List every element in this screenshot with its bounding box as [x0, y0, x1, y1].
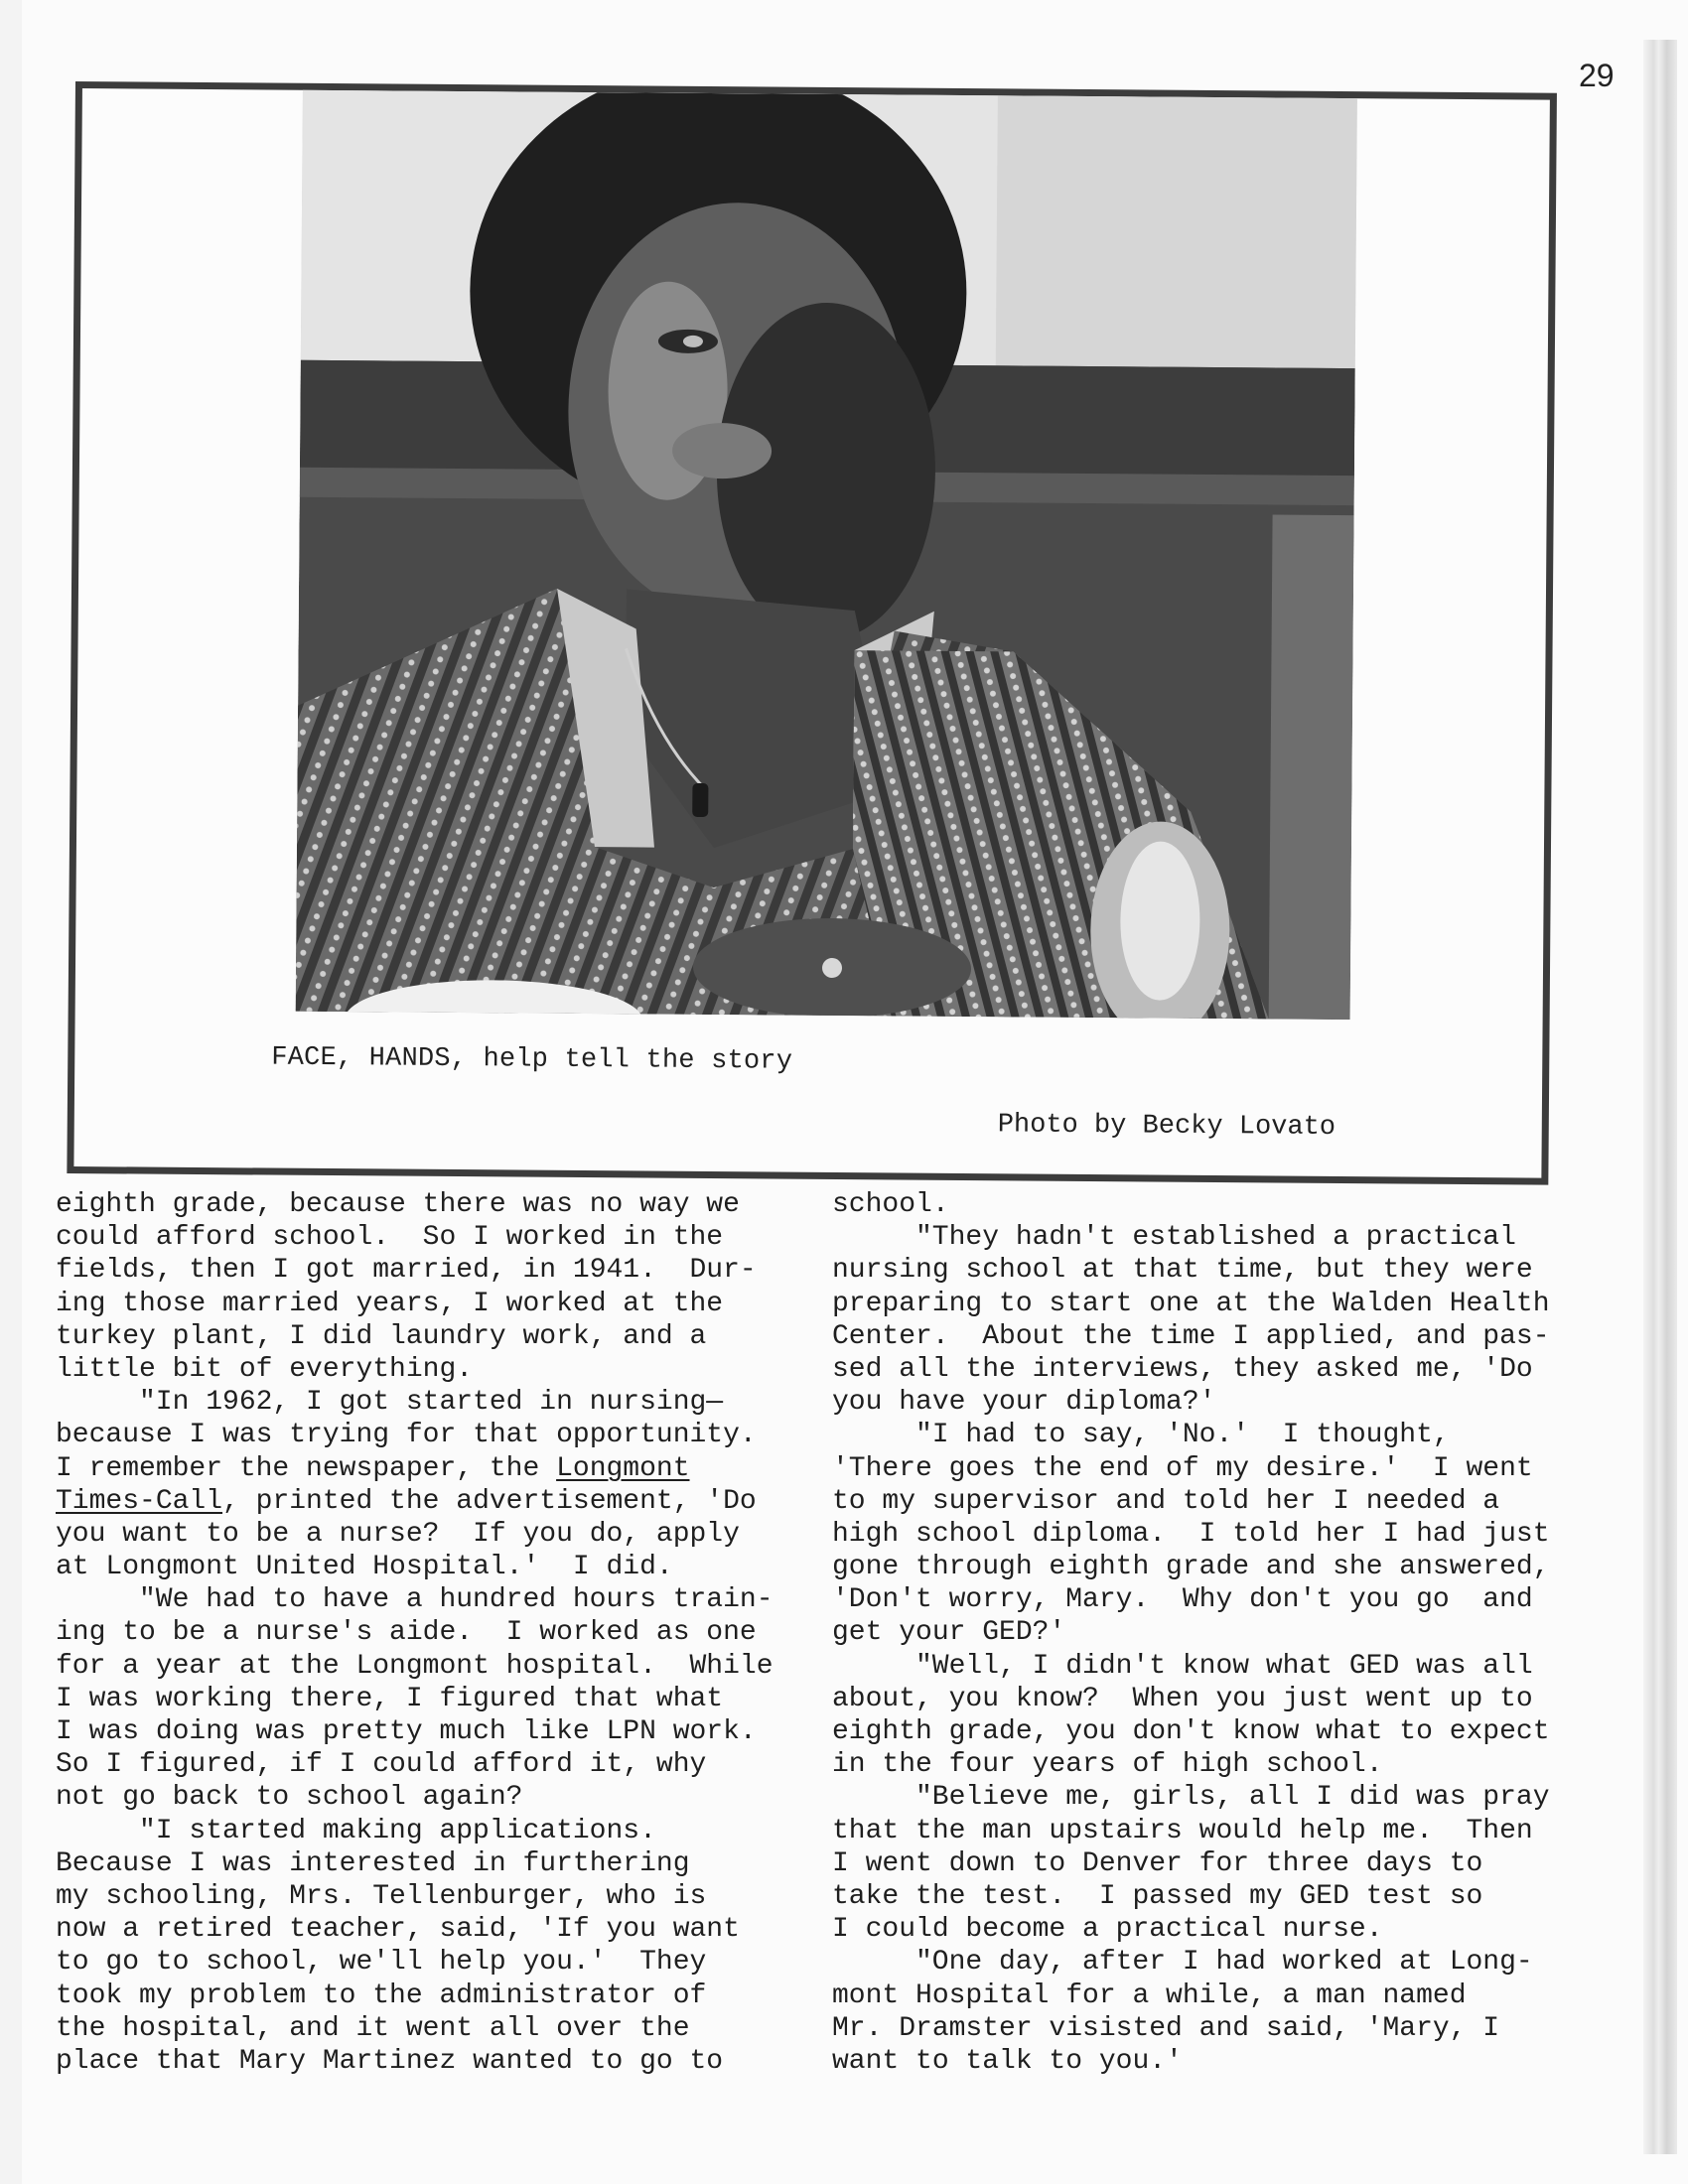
text-line: want to talk to you.': [832, 2045, 1183, 2077]
text-line: Center. About the time I applied, and pas-: [832, 1320, 1550, 1352]
text-line: ing those married years, I worked at the: [56, 1288, 724, 1319]
text-line: for a year at the Longmont hospital. While: [56, 1650, 774, 1682]
text-line: ing to be a nurse's aide. I worked as one: [56, 1617, 757, 1649]
text-line: in the four years of high school.: [832, 1749, 1383, 1781]
text-line: little bit of everything.: [56, 1353, 474, 1385]
article-column-left: [56, 1188, 790, 2078]
text-line: eighth grade, because there was no way we: [56, 1189, 740, 1220]
text-line: 'Don't worry, Mary. Why don't you go and: [832, 1584, 1533, 1616]
newspaper-name-underlined: Longmont: [556, 1452, 690, 1484]
text-line: [56, 1485, 790, 1518]
text-line: gone through eighth grade and she answered,: [832, 1552, 1550, 1583]
portrait-photo-illustration: [296, 90, 1357, 1020]
text-line: nursing school at that time, but they were: [832, 1255, 1533, 1287]
text-line: could afford school. So I worked in the: [56, 1222, 724, 1254]
text-line: sed all the interviews, they asked me, 'Do: [832, 1353, 1533, 1385]
text-line: high school diploma. I told her I had just: [832, 1518, 1550, 1550]
text-line: to my supervisor and told her I needed a: [832, 1485, 1500, 1517]
page-number: 29: [1579, 58, 1615, 93]
text-line: not go back to school again?: [56, 1782, 523, 1814]
text-line: "I started making applications.: [139, 1815, 656, 1846]
text-line: "In 1962, I got started in nursing—: [139, 1387, 724, 1419]
text-line: turkey plant, I did laundry work, and a: [56, 1320, 707, 1352]
text-line: "Believe me, girls, all I did was pray: [915, 1782, 1550, 1814]
text-line: took my problem to the administrator of: [56, 1979, 707, 2011]
text-line: Because I was interested in furthering: [56, 1847, 690, 1879]
text-line: take the test. I passed my GED test so: [832, 1880, 1483, 1912]
text-line: my schooling, Mrs. Tellenburger, who is: [56, 1880, 707, 1912]
text-line: that the man upstairs would help me. Then: [832, 1815, 1533, 1846]
scan-binding-strip: [1643, 40, 1677, 2154]
text-line: eighth grade, you don't know what to expect: [832, 1716, 1550, 1747]
article-column-right: [832, 1188, 1567, 2078]
photo-frame: [67, 81, 1557, 1185]
portrait-photo: [296, 90, 1357, 1020]
text-line: "They hadn't established a practical: [915, 1222, 1516, 1254]
photo-caption: FACE, HANDS, help tell the story: [271, 1042, 793, 1077]
text-line: I was working there, I figured that what: [56, 1683, 724, 1714]
text-line: Mr. Dramster visisted and said, 'Mary, I: [832, 2012, 1500, 2044]
scan-margin-left: [0, 0, 22, 2184]
text-line: I was doing was pretty much like LPN work.: [56, 1716, 757, 1747]
text-line: [56, 1452, 790, 1485]
text-line: because I was trying for that opportunity.: [56, 1420, 757, 1451]
text-line: "We had to have a hundred hours train-: [139, 1584, 774, 1616]
text-line: to go to school, we'll help you.' They: [56, 1947, 707, 1979]
line-text: , printed the advertisement, 'Do: [222, 1485, 757, 1517]
newspaper-name-underlined: Times-Call: [56, 1485, 223, 1517]
text-line: get your GED?': [832, 1617, 1066, 1649]
text-line: you have your diploma?': [832, 1387, 1216, 1419]
text-line: the hospital, and it went all over the: [56, 2012, 690, 2044]
text-line: So I figured, if I could afford it, why: [56, 1749, 707, 1781]
text-line: about, you know? When you just went up to: [832, 1683, 1533, 1714]
text-line: preparing to start one at the Walden Health: [832, 1288, 1550, 1319]
text-line: 'There goes the end of my desire.' I went: [832, 1452, 1533, 1484]
text-line: I could become a practical nurse.: [832, 1914, 1383, 1946]
text-line: at Longmont United Hospital.' I did.: [56, 1552, 673, 1583]
text-line: now a retired teacher, said, 'If you want: [56, 1914, 740, 1946]
text-line: you want to be a nurse? If you do, apply: [56, 1518, 740, 1550]
text-line: "Well, I didn't know what GED was all: [915, 1650, 1533, 1682]
text-line: "One day, after I had worked at Long-: [915, 1947, 1533, 1979]
text-line: I went down to Denver for three days to: [832, 1847, 1483, 1879]
text-line: fields, then I got married, in 1941. Dur-: [56, 1255, 757, 1287]
photo-credit: Photo by Becky Lovato: [997, 1110, 1336, 1143]
text-line: mont Hospital for a while, a man named: [832, 1979, 1467, 2011]
text-line: school.: [832, 1189, 949, 1220]
line-text: I remember the newspaper, the: [56, 1452, 557, 1484]
text-line: "I had to say, 'No.' I thought,: [915, 1420, 1450, 1451]
text-line: place that Mary Martinez wanted to go to: [56, 2045, 724, 2077]
